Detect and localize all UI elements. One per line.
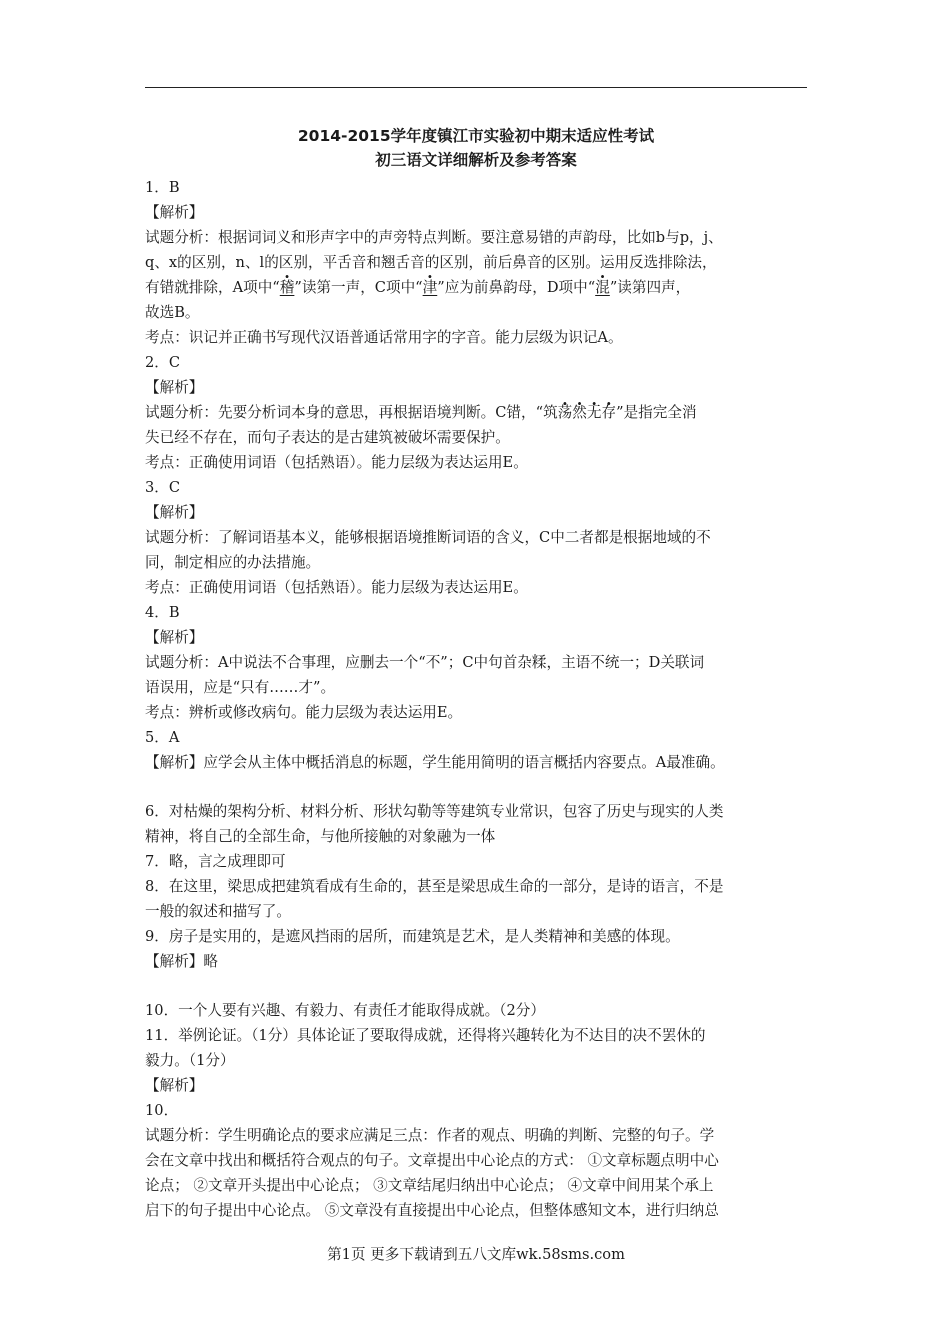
q8-line-2: 一般的叙述和描写了。: [145, 903, 291, 920]
q1-line-5: 考点：识记并正确书写现代汉语普通话常用字的字音。能力层级为识记A。: [145, 329, 623, 346]
analysis-tag: 【解析】: [145, 379, 204, 396]
q1-line-4: 故选B。: [145, 304, 200, 321]
answer-body: [145, 175, 809, 1223]
header-rule: [145, 87, 807, 88]
q1-line-3: [145, 275, 809, 300]
underlined-word-jin: 津: [422, 279, 438, 296]
emphasis-char: 荡: [557, 404, 573, 421]
underlined-word-ji: 稽: [279, 279, 295, 296]
page-subtitle: 初三语文详细解析及参考答案: [375, 151, 577, 169]
q10-line-1: 10．一个人要有兴趣、有毅力、有责任才能取得成就。（2分）: [145, 1002, 545, 1019]
q11-line-6: 启下的句子提出中心论点。 ⑤文章没有直接提出中心论点，但整体感知文本，进行归纳总: [145, 1202, 719, 1219]
analysis-tag: 【解析】: [145, 629, 204, 646]
answer-5: 5．A: [145, 729, 180, 746]
q11-line-2: 毅力。（1分）: [145, 1052, 235, 1069]
answer-3: 3．C: [145, 479, 181, 496]
q8-line-1: 8．在这里，梁思成把建筑看成有生命的，甚至是梁思成生命的一部分，是诗的语言，不是: [145, 878, 724, 895]
q11-line-4: 会在文章中找出和概括符合观点的句子。文章提出中心论点的方式： ①文章标题点明中心: [145, 1152, 719, 1169]
q11-line-5: 论点； ②文章开头提出中心论点； ③文章结尾归纳出中心论点； ④文章中间用某个承上: [145, 1177, 714, 1194]
q11-sub-number: 10．: [145, 1102, 179, 1119]
q2-line-1-part-b: ”是指完全消: [616, 404, 697, 421]
q6-line-2: 精神，将自己的全部生命，与他所接触的对象融为一体: [145, 828, 496, 845]
q1-line-3-part-a: 有错就排除，A项中“: [145, 279, 280, 296]
q1-line-3-part-b: ”读第一声，C项中“: [294, 279, 423, 296]
answer-2: 2．C: [145, 354, 181, 371]
q3-line-3: 考点：正确使用词语（包括熟语）。能力层级为表达运用E。: [145, 579, 528, 596]
emphasis-char: 存: [601, 404, 617, 421]
q4-line-1: 试题分析：A中说法不合事理，应删去一个“不”；C中句首杂糅，主语不统一；D关联词: [145, 654, 705, 671]
blank-line: [145, 775, 809, 799]
q2-line-2: 失已经不存在，而句子表达的是古建筑被破坏需要保护。: [145, 429, 510, 446]
q11-line-1: 11．举例论证。（1分）具体论证了要取得成就，还得将兴趣转化为不达目的决不罢休的: [145, 1027, 706, 1044]
q1-line-2: q、x的区别，n、l的区别，平舌音和翘舌音的区别，前后鼻音的区别。运用反选排除法，: [145, 254, 717, 271]
q9-line-1: 9．房子是实用的，是遮风挡雨的居所，而建筑是艺术，是人类精神和美感的体现。: [145, 928, 680, 945]
q5-line-1: 【解析】应学会从主体中概括消息的标题，学生能用简明的语言概括内容要点。A最准确。: [145, 754, 725, 771]
answer-1: 1．B: [145, 179, 180, 196]
q1-line-1: 试题分析：根据词词义和形声字中的声旁特点判断。要注意易错的声韵母，比如b与p，j、: [145, 229, 723, 246]
analysis-tag: 【解析】: [145, 204, 204, 221]
emphasis-char: 无: [586, 404, 602, 421]
q11-line-3: 试题分析：学生明确论点的要求应满足三点：作者的观点、明确的判断、完整的句子。学: [145, 1127, 715, 1144]
q2-line-1-part-a: 试题分析：先要分析词本身的意思，再根据语境判断。C错，“筑: [145, 404, 558, 421]
analysis-tag: 【解析】: [145, 1077, 204, 1094]
page-footer: 第1页 更多下载请到五八文库wk.58sms.com: [327, 1246, 625, 1263]
analysis-tag: 【解析】: [145, 504, 204, 521]
q9-line-2: 【解析】略: [145, 953, 218, 970]
answer-4: 4．B: [145, 604, 180, 621]
q7-line-1: 7．略，言之成理即可: [145, 853, 286, 870]
q1-line-3-part-d: ”读第四声，: [609, 279, 691, 296]
underlined-word-hun: 混: [595, 279, 610, 296]
q3-line-1: 试题分析：了解词语基本义，能够根据语境推断词语的含义，C中二者都是根据地域的不: [145, 529, 711, 546]
q2-line-3: 考点：正确使用词语（包括熟语）。能力层级为表达运用E。: [145, 454, 528, 471]
q4-line-3: 考点：辨析或修改病句。能力层级为表达运用E。: [145, 704, 463, 721]
q4-line-2: 语误用，应是“只有……才”。: [145, 679, 336, 696]
emphasis-char: 然: [572, 404, 587, 421]
page-title: 2014-2015学年度镇江市实验初中期末适应性考试: [297, 127, 655, 145]
q6-line-1: 6．对枯燥的架构分析、材料分析、形状勾勒等等建筑专业常识，包容了历史与现实的人类: [145, 803, 724, 820]
q3-line-2: 同，制定相应的办法措施。: [145, 554, 321, 571]
blank-line: [145, 974, 809, 998]
q2-line-1: [145, 400, 809, 425]
q1-line-3-part-c: ”应为前鼻韵母，D项中“: [437, 279, 596, 296]
